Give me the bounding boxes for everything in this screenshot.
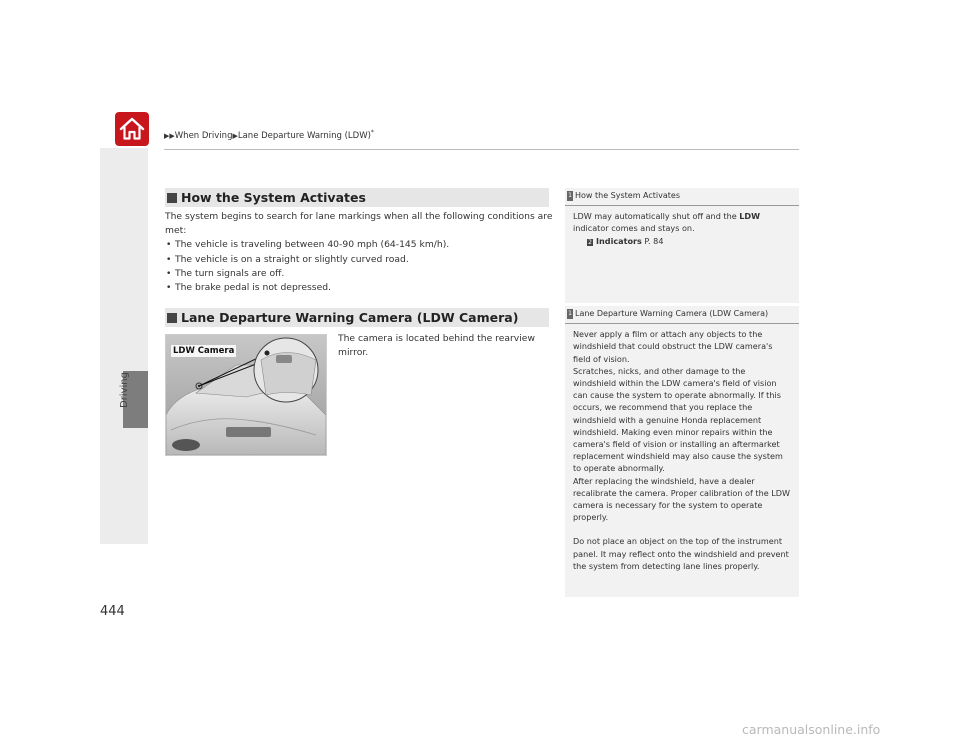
note-title-text: How the System Activates [575,191,680,200]
note-title [565,188,799,206]
xref-page: P. 84 [644,235,664,246]
figure-callout-label: LDW Camera [173,346,235,356]
cross-reference-link[interactable] [573,235,791,247]
section-title: How the System Activates [181,190,366,205]
breadcrumb [164,129,374,141]
ldw-camera-figure [165,334,327,456]
activation-body [165,210,553,295]
list-item: • The vehicle is on a straight or slightly curved road. [165,253,553,267]
home-icon [118,117,146,141]
note-body [565,324,799,578]
section-heading-activation [165,188,549,207]
note-paragraph: Scratches, nicks, and other damage to the windshield within the LDW camera's field of vision can cause the system to operate abnormally. If this occurs, we recommend that you replace the windshield with a genuine Honda replacement windshield. Making even minor repairs within the camera's field of vision or installing an aftermarket replacement windshield may also cause the system to operate abnormally. [573,365,783,474]
breadcrumb-arrow-icon: ▶ [232,131,238,140]
note-body [565,206,799,253]
breadcrumb-asterisk: * [370,129,374,136]
breadcrumb-item-when-driving[interactable]: When Driving [174,130,233,141]
breadcrumb-arrow-icon: ▶▶ [164,131,175,140]
condition-list [165,238,553,295]
note-paragraph: Do not place an object on the top of the instrument panel. It may reflect onto the windshield and prevent the system from detecting lane lines properly. [573,536,789,571]
note-number-badge: 1 [568,192,572,200]
sidebar [100,148,148,544]
note-text-bold: LDW [739,211,761,222]
side-note-camera [565,306,799,597]
section-square-icon [167,313,177,323]
breadcrumb-item-ldw[interactable]: Lane Departure Warning (LDW) [237,130,371,141]
note-text: indicator comes and stays on. [573,223,695,234]
reference-arrow-icon: 2 [588,238,592,246]
page-number: 444 [100,604,125,619]
note-title [565,306,799,324]
list-item: • The brake pedal is not depressed. [165,281,553,295]
header-divider [164,149,799,150]
note-title-text: Lane Departure Warning Camera (LDW Camera) [575,309,769,318]
note-paragraph: After replacing the windshield, have a dealer recalibrate the camera. Proper calibration of the LDW camera is necessary for the system to operate properly. [573,475,790,523]
activation-intro: The system begins to search for lane markings when all the following conditions are met: [165,211,553,237]
side-note-activation [565,188,799,303]
sidebar-label: Driving [119,372,130,408]
section-heading-camera [165,308,549,327]
note-text: LDW may automatically shut off and the [573,211,740,222]
watermark-text: carmanualsonline.info [742,722,881,737]
list-item: • The turn signals are off. [165,267,553,281]
list-item: • The vehicle is traveling between 40-90 mph (64-145 km/h). [165,238,553,252]
xref-title: Indicators [596,235,642,246]
section-title: Lane Departure Warning Camera (LDW Camera) [181,310,519,325]
note-paragraph: Never apply a film or attach any objects to the windshield that could obstruct the LDW camera's field of vision. [573,329,773,364]
section-square-icon [167,193,177,203]
camera-location-text: The camera is located behind the rearview mirror. [338,333,535,359]
home-button[interactable] [115,112,149,146]
note-number-badge: 1 [568,310,572,318]
